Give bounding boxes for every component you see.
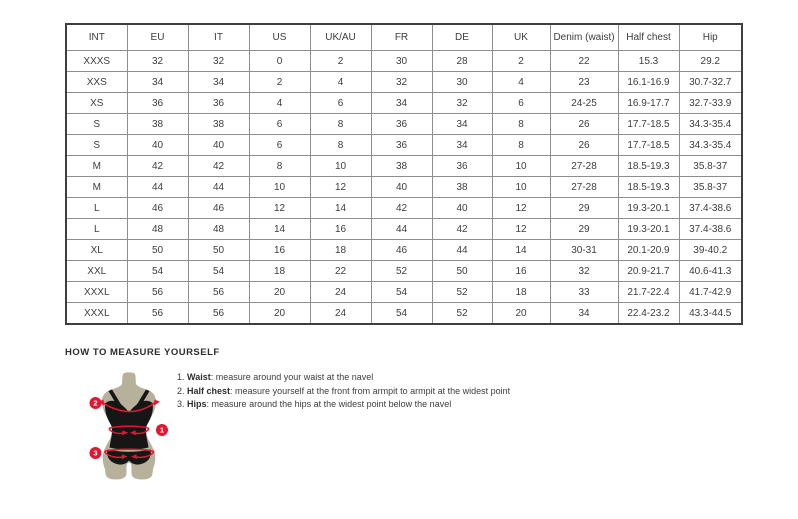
table-cell: S xyxy=(66,114,127,135)
table-cell: 54 xyxy=(371,303,432,325)
table-cell: 32 xyxy=(432,93,492,114)
table-cell: 10 xyxy=(492,177,550,198)
table-cell: 17.7-18.5 xyxy=(618,135,679,156)
table-cell: 16 xyxy=(310,219,371,240)
measure-instructions xyxy=(177,371,510,412)
table-cell: 17.7-18.5 xyxy=(618,114,679,135)
step-label: Waist xyxy=(187,372,211,382)
table-cell: 52 xyxy=(432,282,492,303)
table-cell: 19.3-20.1 xyxy=(618,198,679,219)
table-cell: 34 xyxy=(127,72,188,93)
column-header: INT xyxy=(66,24,127,51)
table-row xyxy=(66,156,742,177)
table-cell: 12 xyxy=(310,177,371,198)
table-cell: 50 xyxy=(127,240,188,261)
table-cell: 12 xyxy=(492,219,550,240)
table-cell: 12 xyxy=(492,198,550,219)
table-cell: XXXL xyxy=(66,282,127,303)
table-cell: 4 xyxy=(492,72,550,93)
table-cell: 8 xyxy=(492,135,550,156)
table-cell: 22 xyxy=(550,51,618,72)
table-cell: 46 xyxy=(371,240,432,261)
table-cell: 52 xyxy=(371,261,432,282)
step-number: 2. xyxy=(177,385,185,396)
column-header: DE xyxy=(432,24,492,51)
column-header: Hip xyxy=(679,24,742,51)
table-cell: 8 xyxy=(492,114,550,135)
table-row xyxy=(66,135,742,156)
table-cell: 34.3-35.4 xyxy=(679,114,742,135)
table-cell: 33 xyxy=(550,282,618,303)
table-row xyxy=(66,240,742,261)
table-cell: L xyxy=(66,198,127,219)
table-cell: 38 xyxy=(188,114,249,135)
table-cell: 18 xyxy=(310,240,371,261)
table-cell: 38 xyxy=(432,177,492,198)
table-cell: 32 xyxy=(127,51,188,72)
table-cell: 26 xyxy=(550,114,618,135)
table-cell: 6 xyxy=(249,114,310,135)
table-row xyxy=(66,72,742,93)
measure-section-title: HOW TO MEASURE YOURSELF xyxy=(65,347,220,358)
table-cell: 40 xyxy=(432,198,492,219)
size-table-header-row xyxy=(66,24,742,51)
table-cell: 37.4-38.6 xyxy=(679,198,742,219)
measure-step-waist xyxy=(177,371,510,385)
table-cell: 20.1-20.9 xyxy=(618,240,679,261)
table-cell: 28 xyxy=(432,51,492,72)
table-cell: 2 xyxy=(249,72,310,93)
table-cell: 44 xyxy=(432,240,492,261)
step-number: 1. xyxy=(177,372,185,382)
table-cell: 19.3-20.1 xyxy=(618,219,679,240)
table-cell: 34 xyxy=(371,93,432,114)
table-cell: 34 xyxy=(432,135,492,156)
table-row xyxy=(66,219,742,240)
table-cell: 46 xyxy=(127,198,188,219)
table-cell: 29 xyxy=(550,198,618,219)
table-cell: 36 xyxy=(188,93,249,114)
table-cell: 6 xyxy=(492,93,550,114)
table-cell: 20 xyxy=(492,303,550,325)
table-cell: 56 xyxy=(188,303,249,325)
table-cell: 18 xyxy=(249,261,310,282)
table-cell: 40 xyxy=(371,177,432,198)
table-cell: 34 xyxy=(188,72,249,93)
badge-hips xyxy=(90,447,102,459)
table-cell: 10 xyxy=(310,156,371,177)
table-cell: 14 xyxy=(310,198,371,219)
step-number: 3. xyxy=(177,399,185,409)
table-cell: 42 xyxy=(371,198,432,219)
table-cell: 16 xyxy=(249,240,310,261)
table-cell: 27-28 xyxy=(550,156,618,177)
table-cell: 44 xyxy=(188,177,249,198)
table-cell: 18.5-19.3 xyxy=(618,156,679,177)
table-cell: 34 xyxy=(432,114,492,135)
table-cell: 44 xyxy=(371,219,432,240)
table-cell: 10 xyxy=(492,156,550,177)
table-cell: 24 xyxy=(310,282,371,303)
table-row xyxy=(66,198,742,219)
column-header: US xyxy=(249,24,310,51)
table-cell: 40 xyxy=(127,135,188,156)
half-chest-arrow-right xyxy=(154,400,160,406)
table-cell: 4 xyxy=(310,72,371,93)
table-cell: 30-31 xyxy=(550,240,618,261)
svg-text:3: 3 xyxy=(93,448,98,458)
table-cell: 8 xyxy=(249,156,310,177)
table-row xyxy=(66,303,742,325)
table-cell: XXS xyxy=(66,72,127,93)
table-cell: 56 xyxy=(127,303,188,325)
table-cell: 14 xyxy=(492,240,550,261)
table-cell: 50 xyxy=(432,261,492,282)
table-cell: 2 xyxy=(492,51,550,72)
table-cell: 24 xyxy=(310,303,371,325)
table-cell: 14 xyxy=(249,219,310,240)
table-row xyxy=(66,261,742,282)
table-cell: 38 xyxy=(127,114,188,135)
table-cell: 32 xyxy=(371,72,432,93)
table-cell: 48 xyxy=(188,219,249,240)
measurement-figure-illustration xyxy=(78,368,188,498)
table-cell: 42 xyxy=(432,219,492,240)
table-cell: 20 xyxy=(249,303,310,325)
table-cell: 35.8-37 xyxy=(679,156,742,177)
column-header: UK/AU xyxy=(310,24,371,51)
table-cell: XXL xyxy=(66,261,127,282)
table-cell: 26 xyxy=(550,135,618,156)
table-cell: 0 xyxy=(249,51,310,72)
table-cell: 12 xyxy=(249,198,310,219)
table-cell: 56 xyxy=(127,282,188,303)
step-text: : measure around the hips at the widest point below the navel xyxy=(206,399,452,409)
table-cell: 8 xyxy=(310,114,371,135)
table-cell: 42 xyxy=(188,156,249,177)
column-header: IT xyxy=(188,24,249,51)
table-cell: 30 xyxy=(371,51,432,72)
table-cell: 56 xyxy=(188,282,249,303)
table-cell: 32 xyxy=(550,261,618,282)
table-cell: 48 xyxy=(127,219,188,240)
svg-text:1: 1 xyxy=(159,425,165,435)
table-cell: 16.9-17.7 xyxy=(618,93,679,114)
table-cell: 2 xyxy=(310,51,371,72)
table-cell: XXXL xyxy=(66,303,127,325)
table-cell: 36 xyxy=(371,114,432,135)
table-cell: 36 xyxy=(127,93,188,114)
svg-text:2: 2 xyxy=(93,398,98,408)
table-cell: XL xyxy=(66,240,127,261)
column-header: FR xyxy=(371,24,432,51)
table-cell: 24-25 xyxy=(550,93,618,114)
table-cell: 23 xyxy=(550,72,618,93)
table-cell: 21.7-22.4 xyxy=(618,282,679,303)
table-row xyxy=(66,282,742,303)
table-cell: 30.7-32.7 xyxy=(679,72,742,93)
step-label: Half chest xyxy=(187,385,231,396)
table-cell: 40.6-41.3 xyxy=(679,261,742,282)
table-row xyxy=(66,51,742,72)
table-cell: 34.3-35.4 xyxy=(679,135,742,156)
table-cell: M xyxy=(66,177,127,198)
table-cell: 30 xyxy=(432,72,492,93)
column-header: UK xyxy=(492,24,550,51)
step-text: : measure around your waist at the navel xyxy=(210,372,374,382)
table-cell: 22.4-23.2 xyxy=(618,303,679,325)
table-cell: 18.5-19.3 xyxy=(618,177,679,198)
step-text: : measure yourself at the front from armpit to armpit at the widest point xyxy=(230,385,511,396)
table-cell: 8 xyxy=(310,135,371,156)
badge-waist xyxy=(156,424,168,436)
table-cell: 4 xyxy=(249,93,310,114)
table-cell: 46 xyxy=(188,198,249,219)
table-cell: M xyxy=(66,156,127,177)
table-cell: 22 xyxy=(310,261,371,282)
table-cell: 18 xyxy=(492,282,550,303)
table-cell: 50 xyxy=(188,240,249,261)
table-cell: 35.8-37 xyxy=(679,177,742,198)
table-cell: 27-28 xyxy=(550,177,618,198)
table-cell: 41.7-42.9 xyxy=(679,282,742,303)
table-cell: 6 xyxy=(249,135,310,156)
table-cell: 16 xyxy=(492,261,550,282)
table-cell: 10 xyxy=(249,177,310,198)
table-cell: 32.7-33.9 xyxy=(679,93,742,114)
table-cell: XS xyxy=(66,93,127,114)
table-cell: 20 xyxy=(249,282,310,303)
table-cell: 34 xyxy=(550,303,618,325)
column-header: Denim (waist) xyxy=(550,24,618,51)
table-cell: 40 xyxy=(188,135,249,156)
table-cell: 32 xyxy=(188,51,249,72)
table-cell: 29 xyxy=(550,219,618,240)
table-cell: 54 xyxy=(188,261,249,282)
table-cell: 52 xyxy=(432,303,492,325)
table-cell: 29.2 xyxy=(679,51,742,72)
table-cell: L xyxy=(66,219,127,240)
table-cell: 54 xyxy=(371,282,432,303)
table-cell: 54 xyxy=(127,261,188,282)
table-cell: 44 xyxy=(127,177,188,198)
table-cell: 6 xyxy=(310,93,371,114)
table-cell: XXXS xyxy=(66,51,127,72)
measure-step-hips xyxy=(177,398,510,412)
column-header: Half chest xyxy=(618,24,679,51)
table-cell: 37.4-38.6 xyxy=(679,219,742,240)
table-cell: 39-40.2 xyxy=(679,240,742,261)
measure-step-half-chest xyxy=(177,385,510,399)
table-cell: 36 xyxy=(432,156,492,177)
table-cell: 16.1-16.9 xyxy=(618,72,679,93)
table-row xyxy=(66,177,742,198)
size-table xyxy=(65,23,743,325)
size-table-body xyxy=(66,51,742,325)
table-cell: S xyxy=(66,135,127,156)
badge-half-chest xyxy=(90,397,102,409)
step-label: Hips xyxy=(187,399,207,409)
table-cell: 15.3 xyxy=(618,51,679,72)
table-cell: 36 xyxy=(371,135,432,156)
table-cell: 38 xyxy=(371,156,432,177)
table-row xyxy=(66,93,742,114)
table-cell: 43.3-44.5 xyxy=(679,303,742,325)
table-cell: 42 xyxy=(127,156,188,177)
column-header: EU xyxy=(127,24,188,51)
table-row xyxy=(66,114,742,135)
table-cell: 20.9-21.7 xyxy=(618,261,679,282)
